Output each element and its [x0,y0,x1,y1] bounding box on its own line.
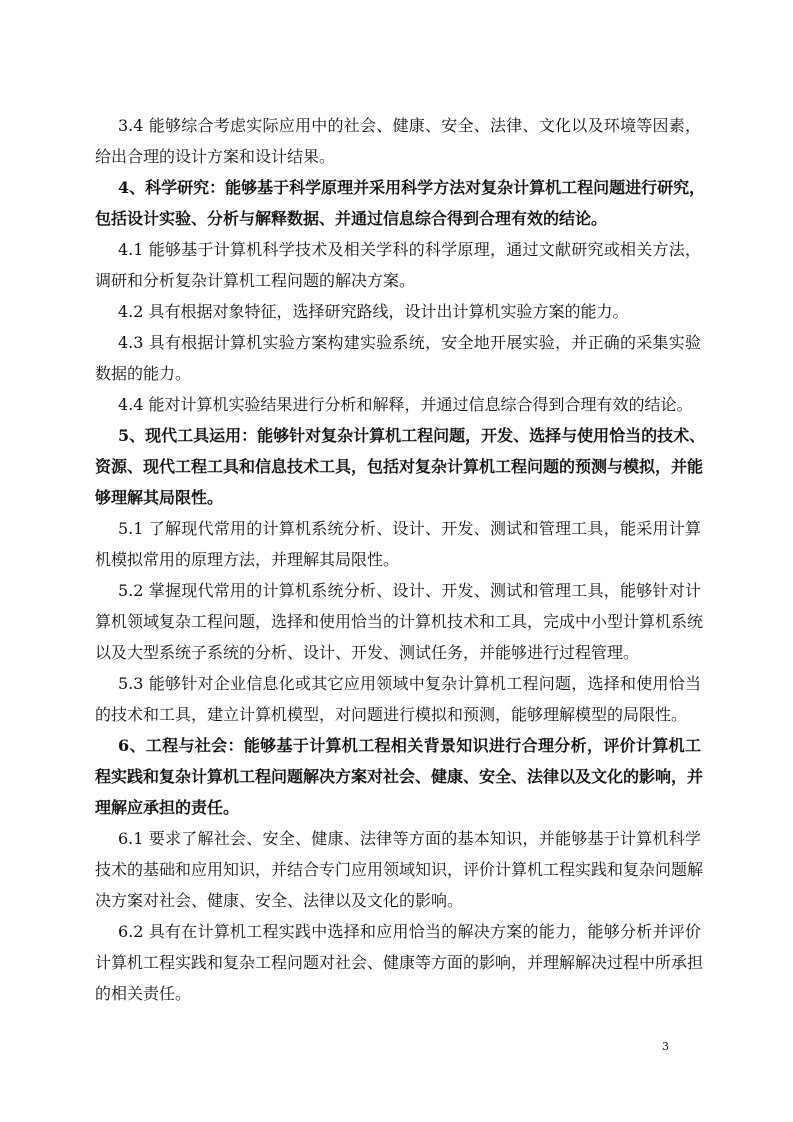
paragraph [95,110,701,172]
section-heading [95,420,706,513]
text-line: 4.1 能够基于计算机科学技术及相关学科的科学原理，通过文献研究或相关方法， [118,240,701,259]
text-line: 4、科学研究：能够基于科学原理并采用科学方法对复杂计算机工程问题进行研究， [118,178,706,197]
paragraph [95,823,704,916]
paragraph [95,668,701,730]
text-line: 数据的能力。 [95,364,192,383]
text-line: 决方案对社会、健康、安全、法律以及文化的影响。 [95,891,464,910]
text-line: 调研和分析复杂计算机工程问题的解决方案。 [95,271,416,290]
text-line: 程实践和复杂计算机工程问题解决方案对社会、健康、安全、法律以及文化的影响，并 [95,767,704,786]
paragraph [95,389,701,420]
paragraph [95,296,701,327]
text-line: 技术的基础和应用知识，并结合专门应用领域知识，评价计算机工程实践和复杂问题解 [95,860,704,879]
text-line: 5.2 掌握现代常用的计算机系统分析、设计、开发、测试和管理工具，能够针对计 [118,581,701,600]
text-line: 6.1 要求了解社会、安全、健康、法律等方面的基本知识，并能够基于计算机科学 [118,829,701,848]
page-number: 3 [662,1040,669,1053]
document-body [95,110,706,1009]
paragraph [95,327,701,389]
text-line: 算机领域复杂工程问题，选择和使用恰当的计算机技术和工具，完成中小型计算机系统 [95,612,704,631]
text-line: 给出合理的设计方案和设计结果。 [95,147,336,166]
text-line: 机模拟常用的原理方法，并理解其局限性。 [95,550,400,569]
text-line: 资源、现代工程工具和信息技术工具，包括对复杂计算机工程问题的预测与模拟，并能 [95,457,704,476]
text-line: 5、现代工具运用：能够针对复杂计算机工程问题，开发、选择与使用恰当的技术、 [118,426,706,445]
text-line: 够理解其局限性。 [95,488,224,507]
text-line: 5.1 了解现代常用的计算机系统分析、设计、开发、测试和管理工具，能采用计算 [118,519,701,538]
text-line: 6.2 具有在计算机工程实践中选择和应用恰当的解决方案的能力，能够分析并评价 [118,922,701,941]
text-line: 5.3 能够针对企业信息化或其它应用领域中复杂计算机工程问题，选择和使用恰当 [118,674,701,693]
text-line: 4.2 具有根据对象特征，选择研究路线，设计出计算机实验方案的能力。 [118,302,629,321]
paragraph [95,575,704,668]
text-line: 理解应承担的责任。 [95,798,240,817]
text-line: 4.4 能对计算机实验结果进行分析和解释，并通过信息综合得到合理有效的结论。 [118,395,693,414]
paragraph [95,234,701,296]
text-line: 3.4 能够综合考虑实际应用中的社会、健康、安全、法律、文化以及环境等因素， [118,116,701,135]
section-heading [95,730,704,823]
text-line: 以及大型系统子系统的分析、设计、开发、测试任务，并能够进行过程管理。 [95,643,640,662]
paragraph [95,513,701,575]
text-line: 6、工程与社会：能够基于计算机工程相关背景知识进行合理分析，评价计算机工 [118,736,701,755]
text-line: 计算机工程实践和复杂工程问题对社会、健康等方面的影响，并理解解决过程中所承担 [95,953,704,972]
text-line: 的相关责任。 [95,984,192,1003]
text-line: 包括设计实验、分析与解释数据、并通过信息综合得到合理有效的结论。 [95,209,608,228]
text-line: 4.3 具有根据计算机实验方案构建实验系统，安全地开展实验，并正确的采集实验 [118,333,701,352]
paragraph [95,916,704,1009]
text-line: 的技术和工具，建立计算机模型，对问题进行模拟和预测，能够理解模型的局限性。 [95,705,688,724]
section-heading [95,172,706,234]
